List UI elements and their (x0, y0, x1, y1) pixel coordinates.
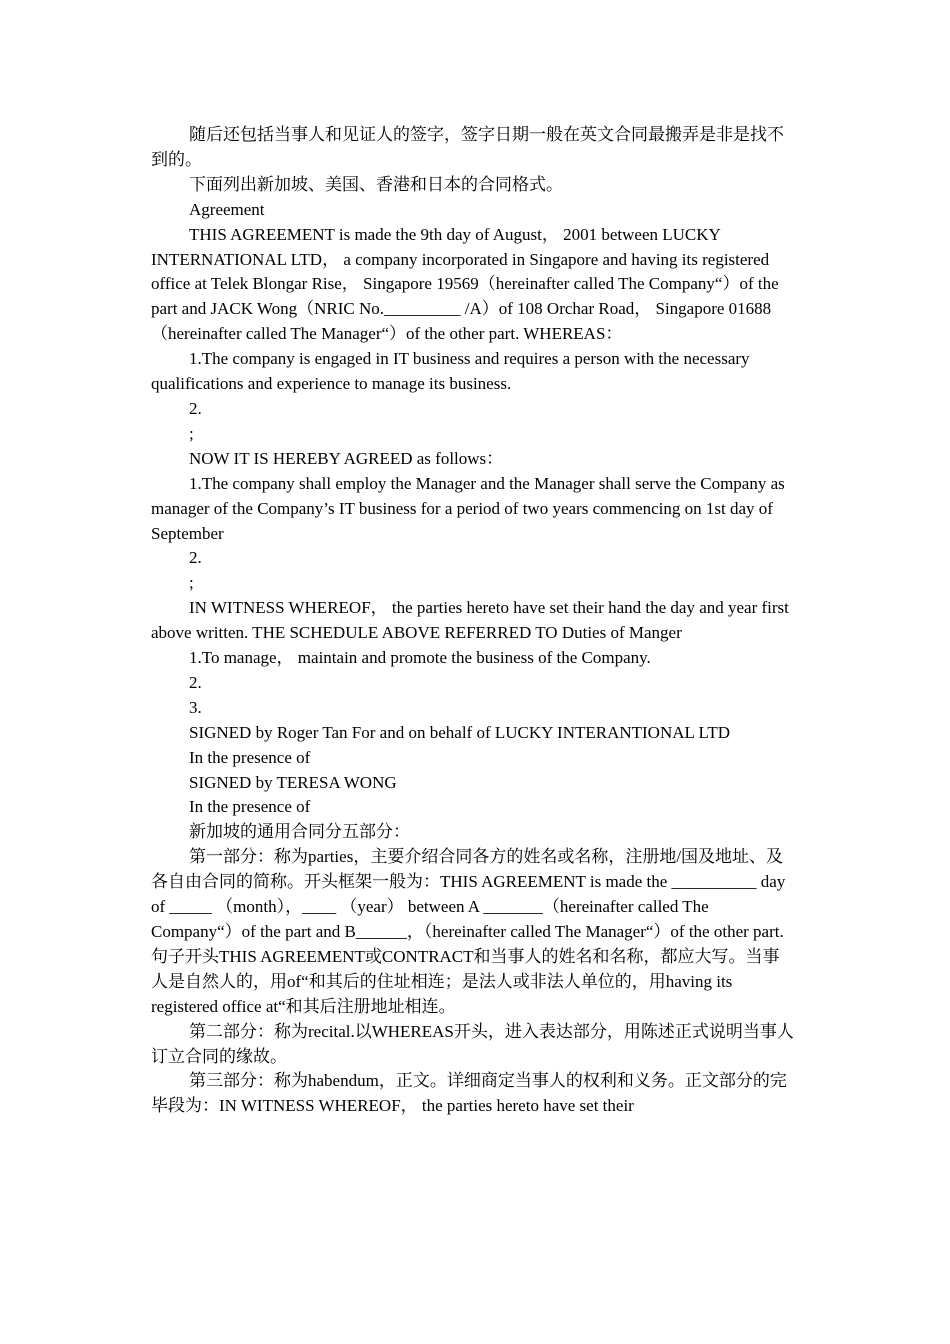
paragraph: 1.To manage， maintain and promote the business of the Company. (189, 648, 651, 668)
paragraph: 下面列出新加坡、美国、香港和日本的合同格式。 (189, 174, 563, 194)
paragraph: 2. (189, 672, 202, 692)
paragraph: ; (189, 573, 194, 593)
paragraph: IN WITNESS WHEREOF， the parties hereto have set their hand the day and year first above written. THE SCHEDULE ABOVE REFERRED TO Duties of Manger (151, 598, 789, 643)
paragraph: In the presence of (189, 797, 311, 817)
paragraph: Agreement (189, 199, 265, 219)
paragraph: THIS AGREEMENT is made the 9th day of August， 2001 between LUCKY INTERNATIONAL LTD， a company incorporated in Singapore and having its registered office at Telek Blongar Rise， Singapore 19569（hereinafter called The Company“）of the part and JACK Wong（NRIC No._________ /A）of 108 Orchar Road， Singapore 01688 （hereinafter called The Manager“）of the other part. WHEREAS： (151, 224, 779, 344)
paragraph: 随后还包括当事人和见证人的签字，签字日期一般在英文合同最搬弄是非是找不到的。 (151, 125, 784, 169)
paragraph: In the presence of (189, 747, 311, 767)
paragraph: SIGNED by TERESA WONG (189, 772, 397, 792)
paragraph: 3. (189, 697, 202, 717)
paragraph: 第三部分：称为habendum，正文。详细商定当事人的权利和义务。正文部分的完毕段为：IN WITNESS WHEREOF， the parties hereto have set their (151, 1071, 787, 1116)
paragraph: NOW IT IS HEREBY AGREED as follows： (189, 448, 504, 468)
paragraph: 2. (189, 398, 202, 418)
document-body (151, 123, 794, 1119)
paragraph: 1.The company is engaged in IT business and requires a person with the necessary qualifications and experience to manage its business. (151, 349, 750, 394)
paragraph: SIGNED by Roger Tan For and on behalf of LUCKY INTERANTIONAL LTD (189, 722, 730, 742)
paragraph: 第二部分：称为recital.以WHEREAS开头，进入表达部分，用陈述正式说明当事人订立合同的缘故。 (151, 1021, 794, 1066)
paragraph: 1.The company shall employ the Manager and the Manager shall serve the Company as manager of the Company’s IT business for a period of two years commencing on 1st day of September (151, 473, 785, 543)
paragraph: 新加坡的通用合同分五部分： (189, 822, 410, 842)
paragraph: ; (189, 423, 194, 443)
paragraph: 2. (189, 548, 202, 568)
paragraph: 第一部分：称为parties，主要介绍合同各方的姓名或名称，注册地/国及地址、及各自由合同的简称。开头框架一般为：THIS AGREEMENT is made the __________ day of _____ （month），____ （year） between A _______（hereinafter called The Company“）of the part and B______，（hereinafter called The Manager“）of the other part.句子开头THIS AGREEMENT或CONTRACT和当事人的姓名和名称，都应大写。当事人是自然人的，用of“和其后的住址相连；是法人或非法人单位的，用having its registered office at“和其后注册地址相连。 (151, 847, 786, 1016)
